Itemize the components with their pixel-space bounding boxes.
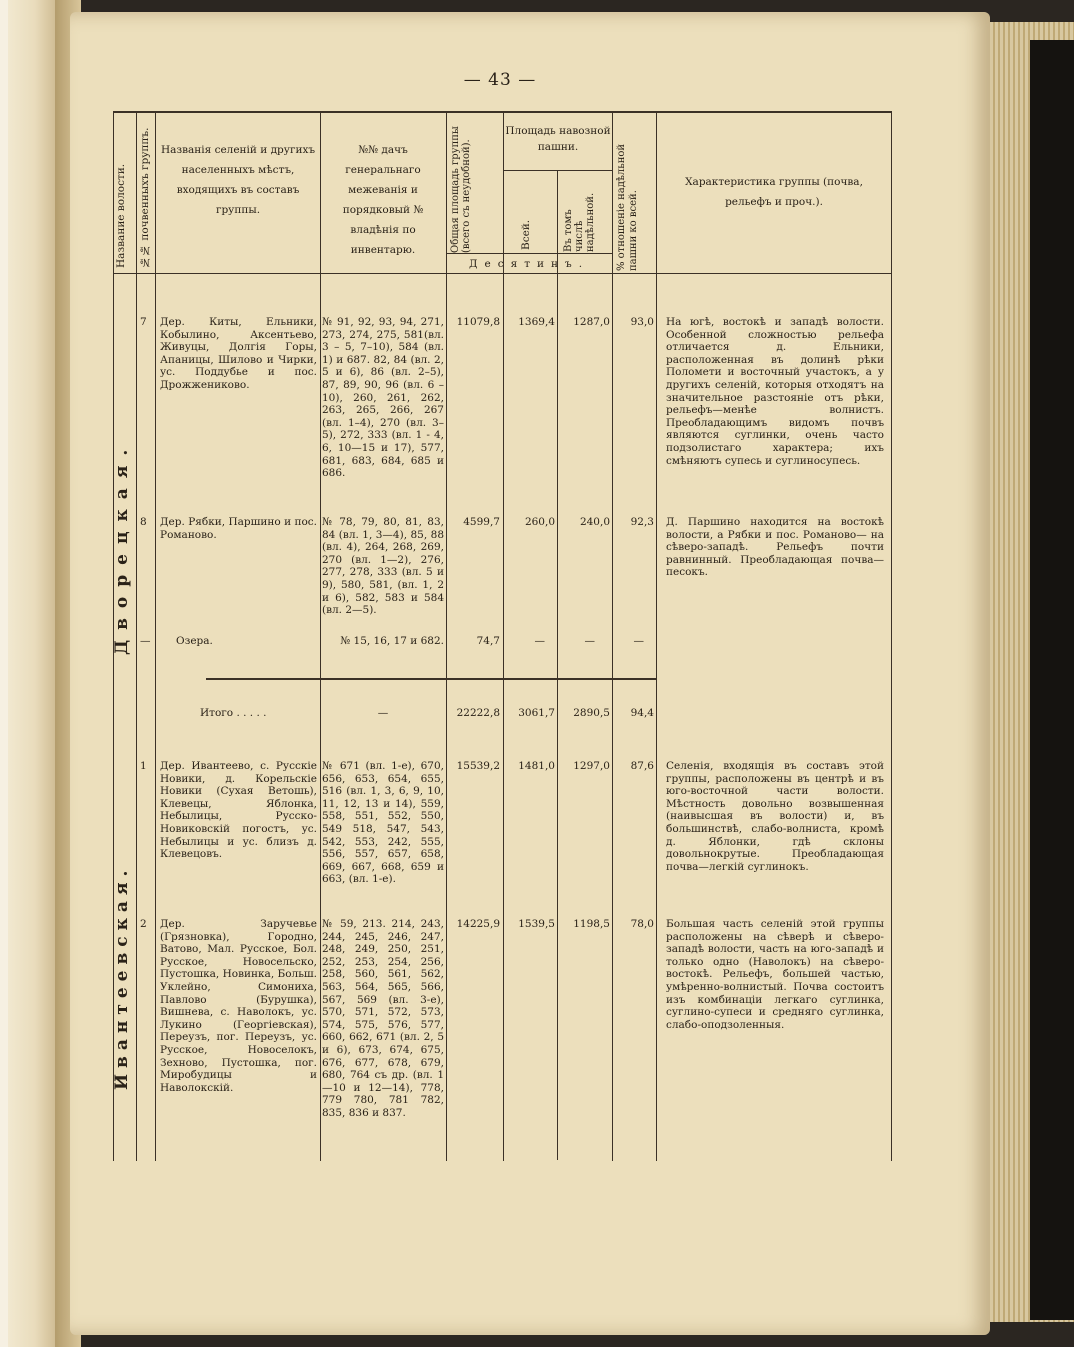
header-group-no: №№ почвенныхъ группъ.	[139, 127, 151, 268]
header-arable-area: Площадь навозной пашни.	[505, 125, 611, 153]
table-top-rule	[113, 111, 891, 113]
header-dachi: №№ дачъ генеральнаго межеванія и порядковый № владѣнія по инвентарю.	[342, 144, 424, 256]
header-settlements: Названія селеній и другихъ населенныхъ мѣстъ, входящихъ въ составъ группы.	[160, 144, 316, 216]
arable-all-value: 1539,5	[518, 918, 555, 930]
header-desyatin: Десятинъ.	[468, 258, 590, 270]
total-area-value: 74,7	[476, 635, 500, 647]
group-number: —	[140, 635, 151, 647]
itogo-percent: 94,4	[630, 707, 654, 719]
total-area-value: 11079,8	[456, 316, 500, 328]
header-percent: % отношеніе надѣльной пашни ко всей.	[616, 143, 639, 271]
settlements-cell: Дер. Рябки, Паршино и пос. Романово.	[160, 516, 317, 541]
dachi-cell: № 671 (вл. 1-е), 670, 656, 653, 654, 655, 516 (вл. 1, 3, 6, 9, 10, 11, 12, 13 и 14), 559, 558, 551, 552, 550, 549 518, 547, 543, 542, 553, 242, 555, 556, 557, 657, 658, 669, 667, 668, 659 и 663, (вл. 1-е).	[322, 760, 444, 886]
total-area-value: 15539,2	[456, 760, 500, 772]
book-cover	[1030, 40, 1074, 1320]
arable-allotment-value: 1297,0	[573, 760, 610, 772]
arable-allotment-value: 1287,0	[573, 316, 610, 328]
total-area-value: 4599,7	[463, 516, 500, 528]
dachi-cell: № 78, 79, 80, 81, 83, 84 (вл. 1, 3—4), 85, 88 (вл. 4), 264, 268, 269, 270 (вл. 1—2), 276, 277, 278, 333 (вл. 5 и 9), 580, 581, (вл. 1, 2 и 6), 582, 583 и 584 (вл. 2—5).	[322, 516, 444, 617]
itogo-dachi: —	[377, 707, 389, 719]
percent-value: 78,0	[630, 918, 654, 930]
percent-value: 93,0	[630, 316, 654, 328]
group-number: 7	[140, 316, 147, 328]
arable-allotment-value: 1198,5	[573, 918, 610, 930]
header-bottom-rule	[113, 273, 891, 274]
dachi-cell: № 91, 92, 93, 94, 271, 273, 274, 275, 581(вл. 3 – 5, 7–10), 584 (вл. 1) и 687. 82, 84 (вл. 2, 5 и 6), 86 (вл. 2–5), 87, 89, 90, 96 (вл. 6 –10), 260, 261, 262, 263, 265, 266, 267 (вл. 1–4), 270 (вл. 3–5), 272, 333 (вл. 1 - 4, 6, 10—15 и 17), 577, 681, 683, 684, 685 и 686.	[322, 316, 444, 480]
volost-ivanteevskaya: Ивантеевская.	[112, 864, 132, 1090]
page-number: — 43 —	[463, 70, 537, 90]
header-total-area: Общая площадь группы (всего съ неудобной).	[450, 126, 472, 253]
arable-all-value: 1369,4	[518, 316, 555, 328]
arable-all-value: 260,0	[524, 516, 555, 528]
itogo-total-area: 22222,8	[456, 707, 500, 719]
settlements-cell: Дер. Заручевье (Грязновка), Городно, Ватово, Мал. Русское, Бол. Русское, Новосельско, Пустошка, Новинка, Больш. Уклейно, Симониха, Павлово (Бурушка), Вишнева, с. Наволокъ, ус. Лукино (Георгіевская), Переузъ, пог. Переузъ, ус. Русское, Новоселокъ, Зехново, Пустошка, пог. Миробудицы и Наволокскій.	[160, 918, 318, 1094]
header-characteristics: Характеристика группы (почва, рельефъ и проч.).	[685, 176, 863, 208]
settlements-cell: Дер. Киты, Ельники, Кобылино, Аксентьево, Живуцы, Долгія Горы, Апаницы, Шилово и Чирки, ус. Поддубье и пос. Дрожжениково.	[160, 316, 317, 391]
arable-allotment-value: —	[584, 635, 595, 647]
header-arable-allotment: Въ томъ числѣ надѣльной.	[563, 192, 596, 252]
percent-value: —	[633, 635, 644, 647]
characteristics-cell: На югѣ, востокѣ и западѣ волости. Особенной сложностью рельефа отличается д. Ельники, расположенная въ долинѣ рѣки Поломети и восточный участокъ, а у другихъ селеній, которыя отходятъ на значительное разстояніе отъ рѣки, рельефъ—менѣе волнистъ. Преобладающимъ видомъ почвъ являются суглинки, очень часто подзолистаго характера; ихъ смѣняютъ супесь и суглиносупесь.	[666, 316, 884, 467]
itogo-arable-all: 3061,7	[518, 707, 555, 719]
percent-value: 92,3	[630, 516, 654, 528]
header-arable-all: Всей.	[520, 219, 532, 250]
itogo-rule	[206, 678, 656, 680]
dachi-cell: № 15, 16, 17 и 682.	[340, 635, 444, 647]
arable-all-value: 1481,0	[518, 760, 555, 772]
settlements-cell: Озера.	[176, 635, 213, 647]
characteristics-cell: Большая часть селеній этой группы расположены на сѣверѣ и сѣверо-западѣ волости, часть на юго-западѣ и только одно (Наволокъ) на сѣверо-востокѣ. Рельефъ, большей частью, умѣренно-волнистый. Почва состоитъ изъ комбинаціи легкаго суглинка, суглино-супеси и средняго суглинка, слабо-оподзоленныя.	[666, 918, 884, 1031]
percent-value: 87,6	[630, 760, 654, 772]
group-number: 8	[140, 516, 147, 528]
group-number: 1	[140, 760, 147, 772]
volost-dvoretskaya: Дворецкая.	[112, 439, 132, 655]
header-volost: Название волости.	[115, 163, 127, 268]
total-area-value: 14225,9	[456, 918, 500, 930]
arable-allotment-value: 240,0	[579, 516, 610, 528]
settlements-cell: Дер. Ивантеево, с. Русскіе Новики, д. Корельскіе Новики (Сухая Ветошь), Клевецы, Яблонка, Небылицы, Русско-Новиковскій погостъ, ус. Небылицы и ус. близъ д. Клевецовъ.	[160, 760, 317, 861]
characteristics-cell: Селенія, входящія въ составъ этой группы, расположены въ центрѣ и въ юго-восточной части волости. Мѣстность довольно возвышенная (наивысшая въ волости) и, въ большинствѣ, слабо-волниста, кромѣ д. Яблонки, гдѣ склоны довольнокрутые. Преобладающая почва—легкій суглинокъ.	[666, 760, 884, 873]
arable-all-value: —	[534, 635, 545, 647]
dachi-cell: № 59, 213. 214, 243, 244, 245, 246, 247, 248, 249, 250, 251, 252, 253, 254, 256, 258, 560, 561, 562, 563, 564, 565, 566, 567, 569 (вл. 3-е), 570, 571, 572, 573, 574, 575, 576, 577, 660, 662, 671 (вл. 2, 5 и 6), 673, 674, 675, 676, 677, 678, 679, 680, 764 съ др. (вл. 1—10 и 12—14), 778, 779 780, 781 782, 835, 836 и 837.	[322, 918, 444, 1119]
itogo-arable-allotment: 2890,5	[573, 707, 610, 719]
itogo-label: Итого . . . . .	[200, 707, 267, 719]
characteristics-cell: Д. Паршино находится на востокѣ волости, а Рябки и пос. Романово— на сѣверо-западѣ. Рельефъ почти равнинный. Преобладающая почва— песокъ.	[666, 516, 884, 579]
group-number: 2	[140, 918, 147, 930]
left-page-edge	[0, 0, 58, 1347]
